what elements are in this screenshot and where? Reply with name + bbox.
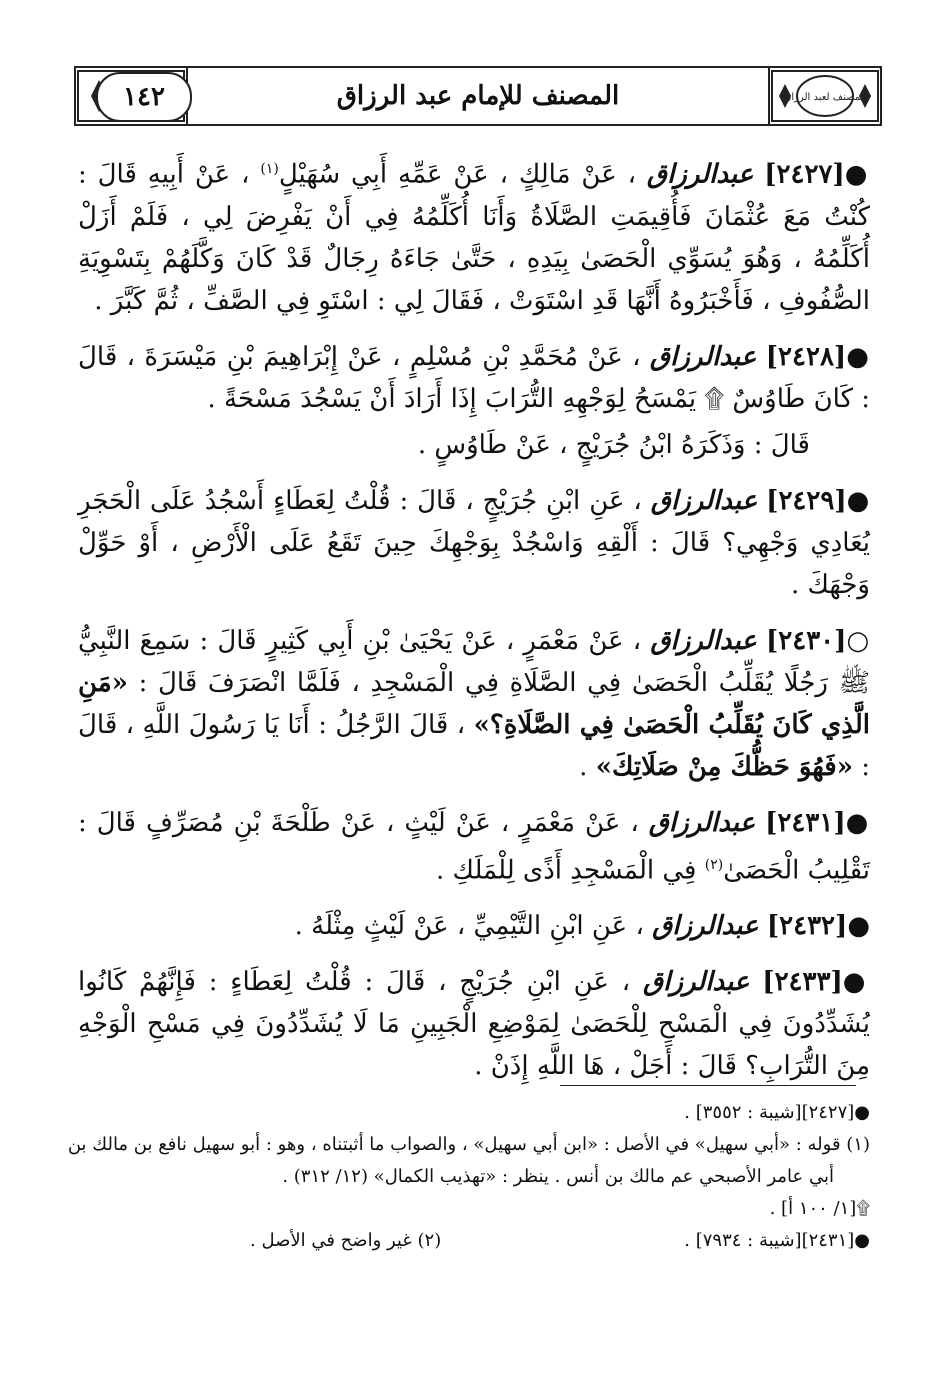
footnotes <box>67 1097 870 1257</box>
page-header <box>74 66 882 126</box>
main-text <box>78 148 870 1101</box>
footnote-ref: (١) <box>260 161 279 177</box>
footnote-separator <box>560 1085 856 1086</box>
ornament-right <box>770 68 880 124</box>
hadith-2431 <box>78 802 870 892</box>
footnote-ref: (٢) <box>704 856 724 873</box>
prophetic-quote: «فَهُوَ حَظُّكَ مِنْ صَلَاتِكَ» <box>595 751 853 782</box>
footnote-1-continued: أبي عامر الأصبحي عم مالك بن أنس . ينظر : «تهذيب الكمال» (١٢/ ٣١٢) . <box>282 1166 834 1187</box>
entry-number: [٢٤٣٣] <box>762 967 843 998</box>
entry-marker: ● <box>845 807 871 838</box>
hadith-2430 <box>78 620 870 788</box>
entry-author: عبدالرزاق <box>648 807 756 838</box>
entry-text: ، عَنِ ابْنِ التَّيْمِيِّ ، عَنْ لَيْثٍ مِثْلَهُ . <box>294 911 644 942</box>
entry-number: [٢٤٣٠] <box>765 625 847 656</box>
entry-author: عبدالرزاق <box>646 159 754 190</box>
entry-marker: ○ <box>846 625 871 656</box>
entry-text: ، عَنْ مَعْمَرٍ ، عَنْ يَحْيَىٰ بْنِ أَبِي كَثِيرٍ قَالَ : سَمِعَ النَّبِيُّ ﷺ رَجُلًا يُقَلِّبُ الْحَصَىٰ فِي الصَّلَاةِ فِي الْمَسْجِدِ ، فَلَمَّا انْصَرَفَ قَالَ : <box>78 625 870 698</box>
entry-end: . <box>579 751 588 782</box>
source-2431: ●[٢٤٣١][شيبة : ٧٩٣٤] . <box>684 1230 870 1251</box>
entry-text: فِي الْمَسْجِدِ أَذًى لِلْمَلَكِ . <box>436 855 697 886</box>
entry-marker: ● <box>846 341 871 372</box>
ornament-right-icon <box>771 70 879 122</box>
entry-number: [٢٤٢٩] <box>766 485 847 516</box>
page-number: ١٤٢ <box>96 72 192 122</box>
entry-text: ، عَنْ مُحَمَّدِ بْنِ مُسْلِمٍ ، عَنْ إِبْرَاهِيمَ بْنِ مَيْسَرَةَ ، قَالَ : كَانَ طَاوُسٌ ۩ يَمْسَحُ لِوَجْهِهِ التُّرَابَ إِذَا أَرَادَ أَنْ يَسْجُدَ مَسْحَةً . <box>78 341 870 414</box>
book-title: المصنف للإمام عبد الرزاق <box>186 68 770 124</box>
entry-text: ، عَنِ ابْنِ جُرَيْجٍ ، قَالَ : قُلْتُ لِعَطَاءٍ أَسْجُدُ عَلَى الْحَجَرِ يُعَادِي وَجْهِي؟ قَالَ : أَلْقِهِ وَاسْجُدْ بِوَجْهِكَ حِينَ تَقَعُ عَلَى الْأَرْضِ ، أَوْ حَوِّلْ وَجْهَكَ . <box>78 485 870 600</box>
entry-marker: ● <box>842 967 871 998</box>
prophetic-quote: «مَنِ الَّذِي كَانَ يُقَلِّبُ الْحَصَىٰ فِي الصَّلَاةِ؟» <box>78 667 871 740</box>
folio-reference: ۩[١/ ١٠٠ أ] . <box>769 1198 870 1219</box>
footnote-row <box>80 1225 870 1257</box>
footnote-1: (١) قوله : «أبي سهيل» في الأصل : «ابن أبي سهيل» ، والصواب ما أثبتناه ، وهو : أبو سهيل نافع بن مالك بن <box>67 1134 870 1155</box>
logo-text: المصنف لعبد الرزاق <box>783 92 867 103</box>
hadith-2433 <box>78 961 870 1087</box>
footnote-2: (٢) غير واضح في الأصل . <box>250 1230 442 1251</box>
hadith-2427 <box>78 148 870 322</box>
hadith-2428-addendum: قَالَ : وَذَكَرَهُ ابْنُ جُرَيْجٍ ، عَنْ طَاوُسٍ . <box>417 429 810 460</box>
entry-number: [٢٤٢٧] <box>764 159 845 190</box>
source-2427: ●[٢٤٢٧][شيبة : ٣٥٥٢] . <box>684 1102 870 1123</box>
entry-marker: ● <box>846 485 870 516</box>
entry-text: ، عَنْ أَبِيهِ قَالَ : كُنْتُ مَعَ عُثْمَانَ فَأُقِيمَتِ الصَّلَاةُ وَأَنَا أُكَلِّمُهُ فِي أَنْ يَفْرِضَ لِي ، فَلَمْ أَزَلْ أُكَلِّمُهُ ، وَهُوَ يُسَوِّي الْحَصَىٰ بِيَدِهِ ، حَتَّىٰ جَاءَهُ رِجَالٌ قَدْ كَانَ وَكَّلَهُمْ بِتَسْوِيَةِ الصُّفُوفِ ، فَأَخْبَرُوهُ أَنَّهَا قَدِ اسْتَوَتْ ، فَقَالَ لِي : اسْتَوِ فِي الصَّفِّ ، ثُمَّ كَبَّرَ . <box>78 159 870 316</box>
entry-author: عبدالرزاق <box>650 625 757 656</box>
entry-text: ، عَنْ مَعْمَرٍ ، عَنْ لَيْثٍ ، عَنْ طَلْحَةَ بْنِ مُصَرِّفٍ قَالَ : تَقْلِيبُ الْحَصَىٰ <box>78 807 870 886</box>
entry-author: عبدالرزاق <box>643 967 750 998</box>
entry-author: عبدالرزاق <box>652 911 759 942</box>
hadith-2432 <box>78 905 870 947</box>
entry-text: ، قَالَ الرَّجُلُ : أَنَا يَا رَسُولَ اللَّهِ ، قَالَ : <box>78 709 870 782</box>
entry-author: عبدالرزاق <box>649 341 757 372</box>
entry-text: ، عَنِ ابْنِ جُرَيْجٍ ، قَالَ : قُلْتُ لِعَطَاءٍ : فَإِنَّهُمْ كَانُوا يُشَدِّدُونَ فِي الْمَسْحِ لِلْحَصَىٰ لِمَوْضِعِ الْجَبِينِ مَا لَا يُشَدِّدُونَ فِي مَسْحِ الْوَجْهِ مِنَ التُّرَابِ؟ قَالَ : أَجَلْ ، هَا اللَّهِ إِذَنْ . <box>78 967 870 1082</box>
hadith-2429 <box>78 480 870 606</box>
entry-number: [٢٤٣٢] <box>766 911 848 942</box>
entry-number: [٢٤٢٨] <box>765 341 847 372</box>
entry-number: [٢٤٣١] <box>765 807 846 838</box>
entry-marker: ● <box>844 159 871 190</box>
entry-marker: ● <box>847 911 870 942</box>
hadith-2428 <box>78 336 870 420</box>
entry-author: عبدالرزاق <box>650 485 758 516</box>
entry-text: ، عَنْ مَالِكٍ ، عَنْ عَمِّهِ أَبِي سُهَيْلٍ <box>278 159 636 190</box>
